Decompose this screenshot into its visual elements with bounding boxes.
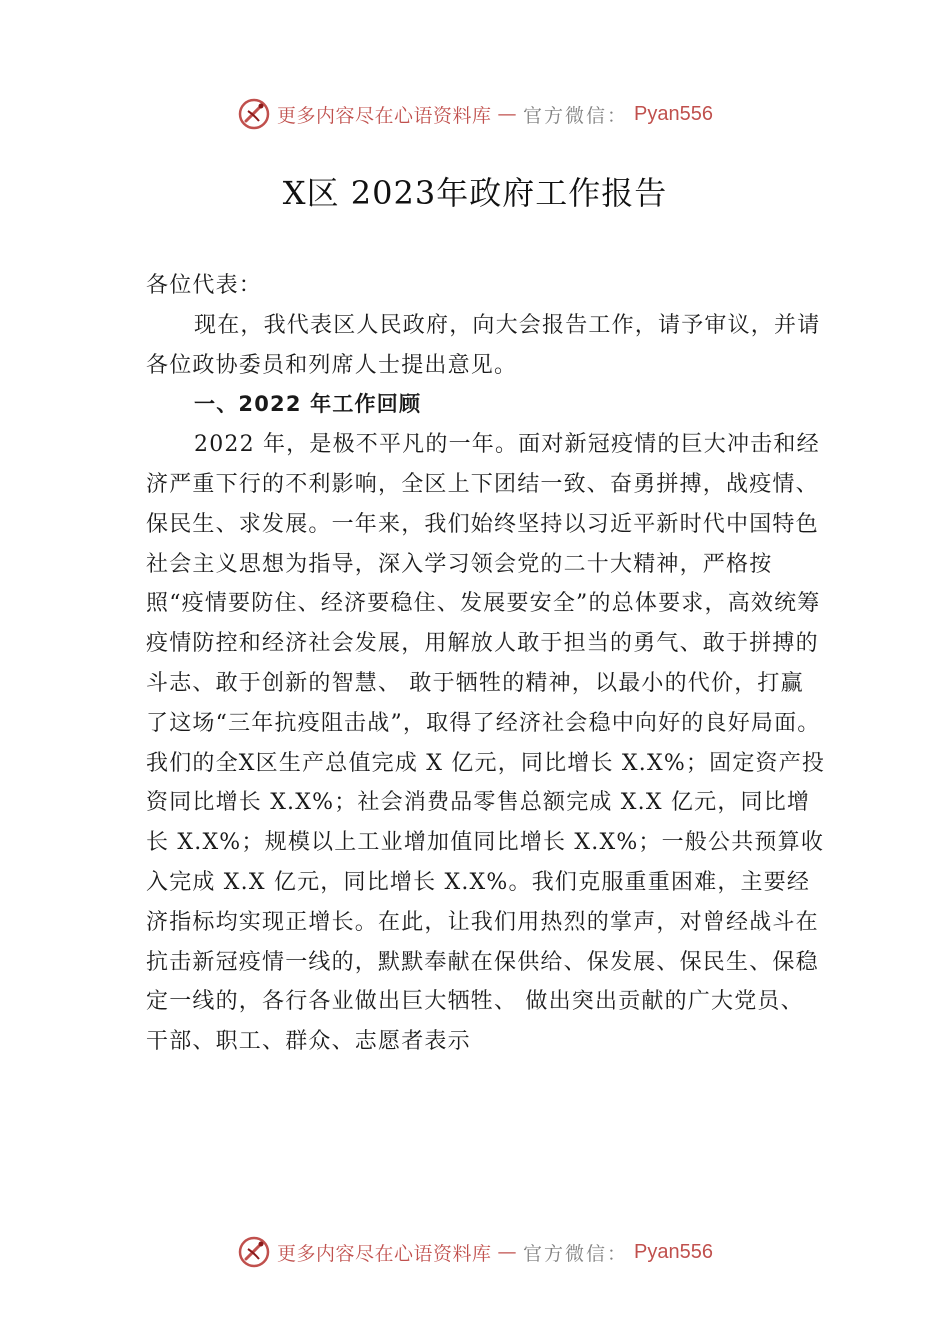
watermark-separator: —: [497, 103, 518, 125]
watermark-brand-text: 更多内容尽在心语资料库: [277, 1242, 492, 1265]
section-heading: 一、2022 年工作回顾: [194, 392, 422, 417]
footer-watermark: [0, 1232, 950, 1272]
watermark-brand-text: 更多内容尽在心语资料库: [277, 104, 492, 127]
intro-paragraph: 现在，我代表区人民政府，向大会报告工作，请予审议，并请各位政协委员和列席人士提出意见。: [146, 312, 821, 378]
watermark-wechat-id: Pyan556: [634, 1240, 713, 1263]
seal-logo-icon: [237, 97, 271, 131]
watermark-separator: —: [497, 1241, 518, 1263]
document-body: [146, 266, 826, 1062]
watermark-wechat-label: 官方微信：: [523, 1242, 629, 1265]
seal-logo-icon: [237, 1235, 271, 1269]
review-paragraph: 2022 年，是极不平凡的一年。面对新冠疫情的巨大冲击和经济严重下行的不利影响，全区上下团结一致、奋勇拼搏，战疫情、保民生、求发展。一年来，我们始终坚持以习近平新时代中国特色社会主义思想为指导，深入学习领会党的二十大精神，严格按照“疫情要防住、经济要稳住、发展要安全”的总体要求，高效统筹疫情防控和经济社会发展，用解放人敢于担当的勇气、敢于拼搏的斗志、敢于创新的智慧、 敢于牺牲的精神，以最小的代价，打赢了这场“三年抗疫阻击战”，取得了经济社会稳中向好的良好局面。我们的全X区生产总值完成 X 亿元，同比增长 X.X%；固定资产投资同比增长 X.X%；社会消费品零售总额完成 X.X 亿元，同比增长 X.X%；规模以上工业增加值同比增长 X.X%；一般公共预算收入完成 X.X 亿元，同比增长 X.X%。我们克服重重困难，主要经济指标均实现正增长。在此，让我们用热烈的掌声，对曾经战斗在抗击新冠疫情一线的，默默奉献在保供给、保发展、保民生、保稳定一线的，各行各业做出巨大牺牲、 做出突出贡献的广大党员、干部、职工、群众、志愿者表示: [146, 432, 826, 1055]
salutation: 各位代表：: [146, 273, 263, 298]
document-title: X区 2023年政府工作报告: [282, 174, 668, 212]
watermark-wechat-label: 官方微信：: [523, 104, 629, 127]
header-watermark: [0, 94, 950, 134]
watermark-wechat-id: Pyan556: [634, 102, 713, 125]
